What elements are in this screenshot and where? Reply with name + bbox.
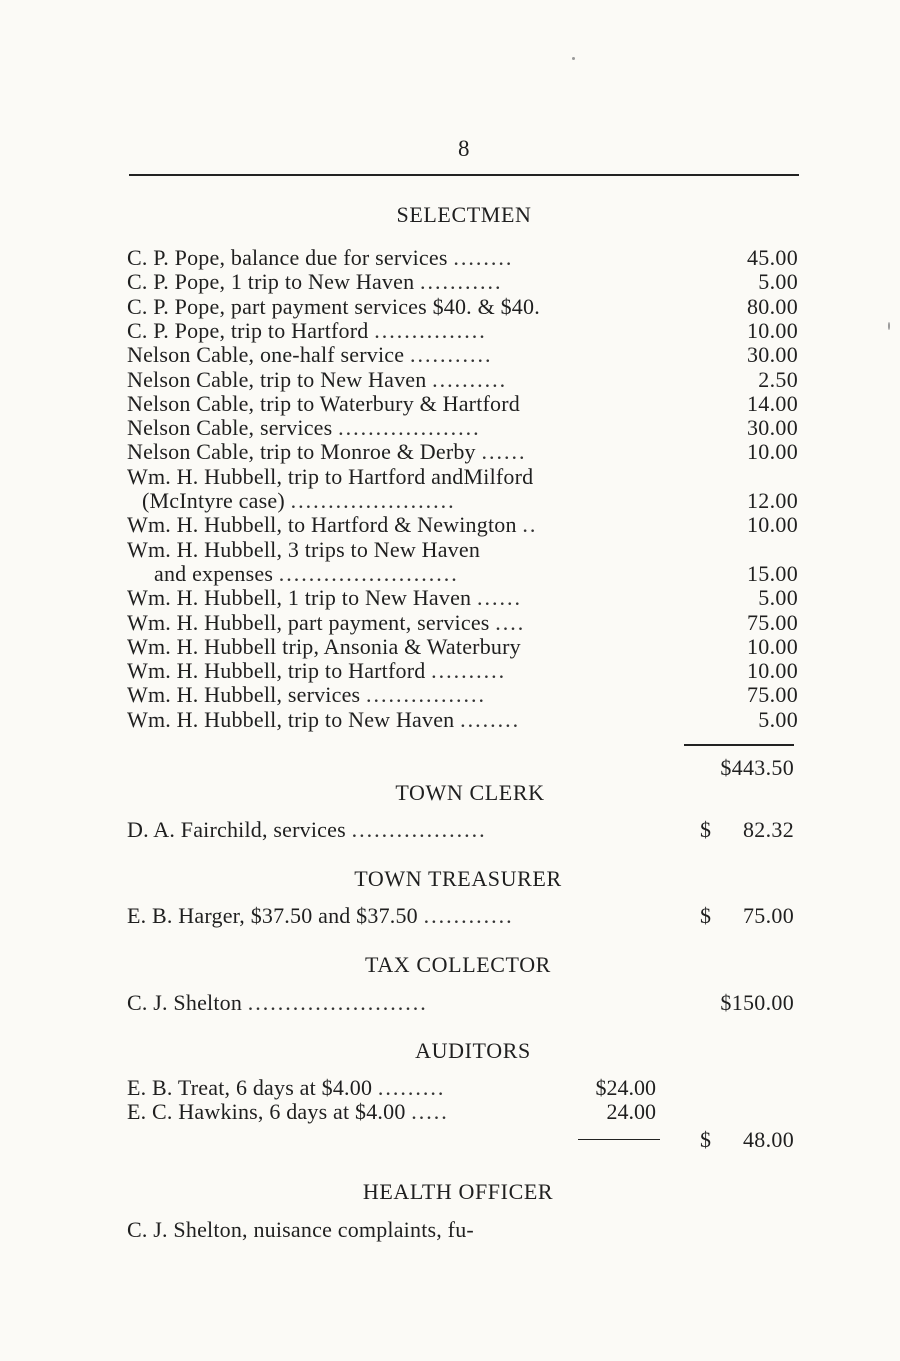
selectmen-line [127, 368, 675, 393]
selectmen-line [127, 440, 675, 465]
selectmen-line [127, 659, 675, 684]
auditor-1-text: E. B. Treat, 6 days at $4.00 [127, 1076, 373, 1100]
town-treasurer-value: 75.00 [743, 903, 794, 928]
town-clerk-value: 82.32 [743, 817, 794, 842]
auditor-line-1 [127, 1076, 547, 1101]
selectmen-line [127, 319, 675, 344]
selectmen-line [154, 562, 675, 587]
selectmen-line [127, 392, 675, 417]
selectmen-line-text: Nelson Cable, trip to New Haven [127, 367, 427, 392]
selectmen-line-amount: 2.50 [758, 366, 798, 392]
auditors-value: 48.00 [743, 1127, 794, 1152]
selectmen-total: $443.50 [720, 755, 794, 780]
health-officer-line: C. J. Shelton, nuisance complaints, fu- [127, 1218, 474, 1242]
selectmen-line [127, 538, 675, 563]
section-heading-town-treasurer: TOWN TREASURER [354, 866, 562, 891]
selectmen-line-leader: ........ [453, 246, 514, 270]
town-treasurer-leader: ............ [423, 904, 514, 928]
selectmen-line-leader: ...................... [290, 489, 456, 513]
auditor-line-2 [127, 1100, 547, 1125]
town-treasurer-line [127, 904, 675, 929]
selectmen-line-leader: ............... [374, 318, 487, 343]
selectmen-line [127, 343, 675, 368]
selectmen-line-amount: 12.00 [747, 488, 798, 513]
selectmen-line-text: (McIntyre case) [142, 489, 285, 513]
town-clerk-amount [700, 818, 794, 843]
selectmen-line-leader: ...... [481, 440, 527, 465]
selectmen-line-leader: ................ [366, 683, 487, 708]
selectmen-line-leader: .. [522, 513, 538, 538]
auditors-subtotal-rule [578, 1139, 660, 1140]
selectmen-line-text: C. P. Pope, part payment services $40. & $40. [127, 294, 540, 319]
selectmen-line-text: C. P. Pope, 1 trip to New Haven [127, 270, 415, 295]
selectmen-line-leader: ...... [476, 586, 522, 611]
selectmen-line-text: Wm. H. Hubbell trip, Ansonia & Waterbury [127, 634, 521, 659]
selectmen-line-text: Wm. H. Hubbell, trip to New Haven [127, 707, 455, 732]
town-clerk-currency: $ [700, 817, 712, 842]
selectmen-line-amount: 10.00 [747, 317, 798, 343]
selectmen-line-text: Wm. H. Hubbell, trip to Hartford andMilford [127, 464, 534, 489]
selectmen-line [127, 465, 675, 490]
selectmen-line-amount: 14.00 [747, 390, 798, 416]
section-heading-auditors: AUDITORS [415, 1038, 531, 1063]
selectmen-line [127, 270, 675, 295]
selectmen-line-amount: 15.00 [747, 560, 798, 586]
selectmen-line-text: Wm. H. Hubbell, 3 trips to New Haven [127, 537, 481, 562]
top-rule [129, 174, 799, 176]
selectmen-line-text: Nelson Cable, trip to Monroe & Derby [127, 440, 476, 465]
town-clerk-text: D. A. Fairchild, services [127, 818, 346, 842]
selectmen-line-amount: 75.00 [747, 609, 798, 635]
selectmen-line-text: C. P. Pope, balance due for services [127, 246, 448, 270]
section-heading-selectmen: SELECTMEN [396, 202, 532, 227]
auditor-2-amount: 24.00 [606, 1099, 656, 1124]
selectmen-line [127, 635, 675, 660]
selectmen-line-amount: 10.00 [747, 633, 798, 659]
selectmen-line [127, 246, 675, 271]
section-heading-tax-collector: TAX COLLECTOR [365, 952, 551, 977]
selectmen-line-leader: .......... [432, 367, 508, 392]
selectmen-line-amount: 30.00 [747, 415, 798, 441]
selectmen-line-leader: ................... [338, 416, 481, 441]
auditor-2-leader: ..... [411, 1100, 449, 1124]
selectmen-line [127, 586, 675, 611]
selectmen-line [127, 295, 675, 320]
selectmen-line-leader: ........... [409, 343, 493, 368]
selectmen-line-amount: 80.00 [747, 293, 798, 319]
selectmen-line [127, 513, 675, 538]
auditor-1-leader: ......... [377, 1076, 446, 1100]
selectmen-line-text: Nelson Cable, trip to Waterbury & Hartford [127, 391, 520, 416]
town-treasurer-currency: $ [700, 903, 712, 928]
selectmen-line [127, 708, 675, 733]
tax-collector-amount: $150.00 [720, 990, 794, 1015]
selectmen-line-text: Wm. H. Hubbell, part payment, services [127, 610, 490, 635]
selectmen-line-amount: 75.00 [747, 682, 798, 708]
selectmen-line-text: and expenses [154, 561, 274, 586]
selectmen-line [142, 489, 675, 514]
selectmen-line-amount: 10.00 [747, 439, 798, 465]
section-heading-health-officer: HEALTH OFFICER [362, 1179, 554, 1204]
selectmen-line-amount: 5.00 [758, 269, 798, 295]
paper-speck [572, 57, 575, 60]
selectmen-line [127, 611, 675, 636]
section-heading-town-clerk: TOWN CLERK [395, 780, 545, 805]
tax-collector-line [127, 991, 675, 1016]
tax-collector-text: C. J. Shelton [127, 991, 243, 1015]
town-treasurer-text: E. B. Harger, $37.50 and $37.50 [127, 904, 418, 928]
selectmen-line-amount: 10.00 [747, 658, 798, 684]
selectmen-line-amount: 5.00 [758, 706, 798, 732]
selectmen-line [127, 416, 675, 441]
page-number: 8 [458, 136, 470, 161]
selectmen-line-amount: 30.00 [747, 342, 798, 368]
selectmen-line-leader: .... [495, 610, 526, 635]
selectmen-line-text: Wm. H. Hubbell, to Hartford & Newington [127, 513, 517, 538]
tax-collector-leader: ........................ [247, 991, 428, 1015]
auditor-1-amount: $24.00 [595, 1075, 656, 1100]
selectmen-line-leader: .......... [431, 659, 507, 684]
selectmen-line-leader: ........ [460, 707, 521, 732]
selectmen-total-rule [684, 744, 794, 746]
selectmen-line [127, 683, 675, 708]
selectmen-line-text: Wm. H. Hubbell, services [127, 683, 361, 708]
town-clerk-line [127, 818, 675, 843]
selectmen-line-leader: ........................ [278, 561, 459, 586]
selectmen-line-amount: 45.00 [747, 245, 798, 270]
selectmen-line-text: Wm. H. Hubbell, 1 trip to New Haven [127, 586, 472, 611]
town-treasurer-amount [700, 904, 794, 929]
town-clerk-leader: .................. [351, 818, 487, 842]
selectmen-line-text: C. P. Pope, trip to Hartford [127, 318, 369, 343]
selectmen-line-text: Nelson Cable, one-half service [127, 343, 405, 368]
selectmen-line-amount: 5.00 [758, 585, 798, 611]
selectmen-line-leader: ........... [420, 270, 503, 295]
selectmen-line-text: Wm. H. Hubbell, trip to Hartford [127, 659, 426, 684]
selectmen-line-text: Nelson Cable, services [127, 416, 333, 441]
paper-speck [888, 322, 890, 330]
auditors-currency: $ [700, 1127, 712, 1152]
selectmen-line-amount: 10.00 [747, 512, 798, 538]
auditors-total [700, 1128, 794, 1153]
auditor-2-text: E. C. Hawkins, 6 days at $4.00 [127, 1100, 406, 1124]
